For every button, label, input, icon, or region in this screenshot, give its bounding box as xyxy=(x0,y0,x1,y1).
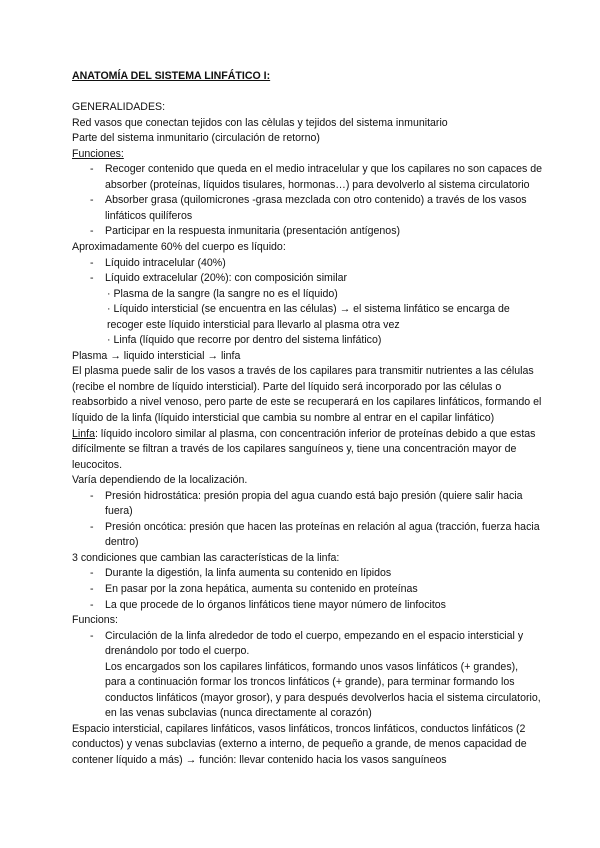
liquidos-sub-3: · Linfa (líquido que recorre por dentro del sistema linfático) xyxy=(107,334,382,347)
generalidades-heading: GENERALIDADES: xyxy=(72,101,166,114)
document-page xyxy=(72,69,542,769)
liquidos-sub-1: · Plasma de la sangre (la sangre no es el líquido) xyxy=(107,287,338,300)
plasma-paragraph: El plasma puede salir de los vasos a través de los capilares para transmitir nutrientes a las células (recibe el nombre de líquido intersticial). Parte del líquido será incorporado por las células o reabsorbido a nivel venoso, pero parte de este se recuperará en los capilares linfáticos, formando el líquido de la linfa (líquido intersticial que cambia su nombre al entrar en el capilar linfático) xyxy=(72,365,542,424)
condiciones-intro: 3 condiciones que cambian las características de la linfa: xyxy=(72,551,340,564)
condiciones-item-3: - La que procede de lo órganos linfáticos tiene mayor número de linfocitos xyxy=(72,598,542,614)
liquidos-item-1: - Líquido intracelular (40%) xyxy=(72,256,542,272)
presion-hidrostatica: - Presión hidrostática: presión propia del agua cuando está bajo presión (quiere salir hacia fuera) xyxy=(72,489,542,520)
liquidos-item-2: - Líquido extracelular (20%): con composición similar xyxy=(72,271,542,287)
funciones-item-3: - Participar en la respuesta inmunitaria (presentación antígenos) xyxy=(72,224,542,240)
linfa-text: : líquido incoloro similar al plasma, con concentración inferior de proteínas debido a que estas difícilmente se filtran a través de los capilares sanguíneos y, tiene una concentración mayor de leucocitos. xyxy=(72,427,536,471)
linfa-definition xyxy=(72,427,542,474)
condiciones-item-2: - En pasar por la zona hepática, aumenta su contenido en proteínas xyxy=(72,582,542,598)
linfa-term: Linfa xyxy=(72,427,95,440)
generalidades-line-2: Parte del sistema inmunitario (circulación de retorno) xyxy=(72,132,320,145)
presion-oncotica: - Presión oncótica: presión que hacen las proteínas en relación al agua (tracción, fuerza hacia dentro) xyxy=(72,520,542,551)
liquidos-sub-2: · Líquido intersticial (se encuentra en las células) → el sistema linfático se encarga de recoger este líquido intersticial para llevarlo al plasma otra vez xyxy=(107,303,510,331)
generalidades-line-1: Red vasos que conectan tejidos con las cèlulas y tejidos del sistema inmunitario xyxy=(72,116,448,129)
condiciones-item-1: - Durante la digestión, la linfa aumenta su contenido en lípidos xyxy=(72,566,542,582)
final-paragraph: Espacio intersticial, capilares linfáticos, vasos linfáticos, troncos linfáticos, conductos linfáticos (2 conductos) y venas subclavias (externo a interno, de pequeño a grande, de menos capacidad de contener líquido a más) → función: llevar contenido hacia los vasos sanguíneos xyxy=(72,722,527,767)
funciones-item-1: - Recoger contenido que queda en el medio intracelular y que los capilares no son capaces de absorber (proteínas, líquidos tisulares, hormonas…) para devolverlo al sistema circulatorio xyxy=(72,162,542,193)
funcions-item: - Circulación de la linfa alrededor de todo el cuerpo, empezando en el espacio intersticial y drenándolo por todo el cuerpo. xyxy=(72,629,542,660)
liquidos-intro: Aproximadamente 60% del cuerpo es líquido: xyxy=(72,240,286,253)
funciones-item-2: - Absorber grasa (quilomicrones -grasa mezclada con otro contenido) a través de los vasos linfáticos quilíferos xyxy=(72,193,542,224)
funcions-continuation: Los encargados son los capilares linfáticos, formando unos vasos linfáticos (+ grandes), para a continuación formar los troncos linfáticos (+ grande), para terminar formando los conductos linfáticos (mayor grosor), y para después devolverlos hacia el sistema circulatorio, en las venas subclavias (nunca directamente al corazón) xyxy=(105,660,541,720)
document-title: ANATOMÍA DEL SISTEMA LINFÁTICO I: xyxy=(72,70,271,82)
funciones-heading: Funciones: xyxy=(72,147,124,160)
funcions-heading: Funcions: xyxy=(72,614,118,627)
varia-line: Varía dependiendo de la localización. xyxy=(72,474,248,487)
flow-line: Plasma → liquido intersticial → linfa xyxy=(72,349,241,362)
